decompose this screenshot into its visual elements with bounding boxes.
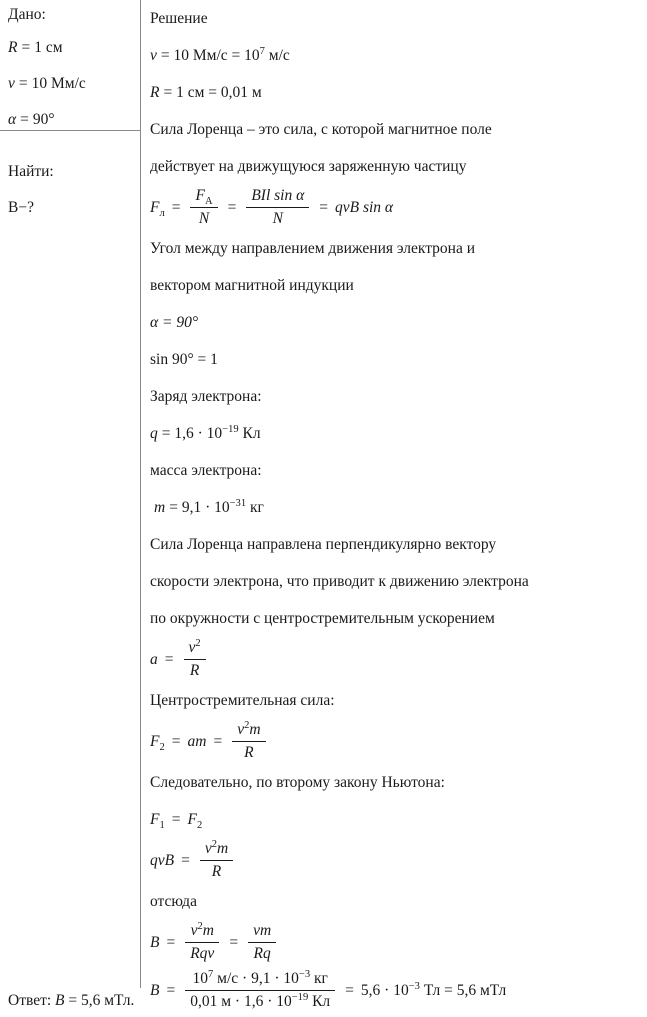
charge-symbol: q	[150, 425, 158, 442]
centripetal-num-tail: m	[249, 721, 261, 739]
mass-mantissa: = 9,1 · 10	[169, 499, 230, 516]
centripetal-num: v	[237, 721, 245, 739]
solution-velocity-conversion	[150, 37, 647, 74]
given-heading: Дано:	[8, 6, 46, 23]
angle-description-line-2: вектором магнитной индукции	[150, 277, 354, 294]
b-numeric-result-unit: Тл = 5,6 мТл	[419, 982, 507, 999]
velocity-exponent: 7	[259, 45, 265, 57]
given-item-radius	[8, 30, 140, 66]
given-angle-symbol: α	[8, 111, 17, 128]
equality-equals: =	[171, 811, 181, 828]
formula-b-numeric	[150, 965, 647, 1017]
accel-equals: =	[164, 651, 174, 668]
lorentz-equals-1: =	[171, 199, 181, 216]
given-radius-symbol: R	[8, 39, 18, 56]
accel-num-exponent: 2	[195, 638, 201, 650]
lorentz-den-2: N	[272, 209, 283, 227]
b-symbolic-fraction-1	[185, 921, 219, 964]
formula-qvb-equation	[150, 838, 647, 883]
lorentz-fraction-bil	[246, 186, 309, 229]
lorentz-lhs: F	[150, 199, 160, 216]
centripetal-equals-2: =	[213, 733, 223, 750]
electron-charge-value	[150, 415, 647, 452]
charge-unit: Кл	[238, 425, 261, 442]
lorentz-definition-line-2: действует на движущуюся заряженную частицу	[150, 158, 467, 175]
lorentz-lhs-subscript: л	[159, 208, 165, 220]
answer-symbol: B	[55, 992, 65, 1009]
solution-radius-conversion	[150, 74, 647, 111]
b-symbolic-num-1-exponent: 2	[197, 921, 203, 933]
equality-rhs: F	[187, 811, 197, 828]
qvb-equals: =	[181, 852, 190, 869]
b-symbolic-den-1: Rqv	[190, 944, 215, 962]
b-numeric-result-exponent: −3	[408, 980, 420, 992]
b-numeric-num-a-exponent: 7	[208, 969, 214, 981]
accel-den: R	[189, 661, 200, 679]
answer-prefix: Ответ:	[8, 992, 56, 1009]
b-symbolic-num-1-tail: m	[202, 922, 214, 940]
equality-lhs-subscript: 1	[159, 820, 165, 832]
given-radius-value: 1 см	[34, 39, 63, 56]
solution-heading: Решение	[150, 10, 208, 27]
electron-mass-label: масса электрона:	[150, 462, 262, 479]
qvb-lhs: qvB	[150, 852, 175, 869]
accel-num: v	[188, 639, 196, 657]
centripetal-num-exponent: 2	[244, 720, 250, 732]
b-symbolic-equals-1: =	[166, 934, 176, 951]
b-numeric-num-c-exponent: −3	[298, 969, 311, 981]
lorentz-num-1-subscript: A	[204, 196, 213, 208]
column-divider	[140, 0, 141, 988]
lorentz-equals-2: =	[227, 199, 237, 216]
velocity-unit: м/с	[264, 47, 290, 64]
accel-lhs: a	[150, 651, 158, 668]
b-symbolic-num-1: v	[190, 922, 198, 940]
newton-second-law-label: Следовательно, по второму закону Ньютона:	[150, 774, 445, 791]
mass-unit: кг	[246, 499, 264, 516]
lorentz-definition-line-1: Сила Лоренца – это сила, с которой магнитное поле	[150, 121, 492, 138]
radius-conversion-text: = 1 см = 0,01 м	[163, 84, 262, 101]
radius-symbol: R	[150, 84, 160, 101]
b-numeric-num-b: м/с · 9,1 · 10	[213, 970, 299, 988]
b-symbolic-fraction-2	[248, 921, 276, 964]
b-numeric-den-a: 0,01 м · 1,6 · 10	[190, 992, 292, 1010]
given-item-velocity	[8, 66, 140, 102]
perpendicular-description-line-2: скорости электрона, что приводит к движению электрона	[150, 573, 529, 590]
qvb-num-exponent: 2	[211, 839, 218, 851]
b-numeric-num-d: кг	[310, 970, 328, 988]
lorentz-fraction-ampere	[190, 186, 217, 229]
centripetal-mid: am	[187, 733, 207, 750]
given-spacer	[8, 138, 140, 154]
centripetal-fraction	[232, 720, 265, 763]
b-symbolic-equals-2: =	[229, 934, 239, 951]
centripetal-lhs-subscript: 2	[159, 742, 165, 754]
electron-mass-value	[150, 489, 647, 526]
b-symbolic-num-2: vm	[248, 921, 276, 942]
equality-lhs: F	[150, 811, 160, 828]
accel-fraction	[184, 638, 206, 681]
angle-description-line-1: Угол между направлением движения электрона и	[150, 240, 476, 257]
equality-rhs-subscript: 2	[196, 820, 203, 832]
formula-lorentz-force	[150, 185, 647, 230]
b-numeric-result: 5,6 · 10	[360, 982, 409, 999]
find-item: B−?	[8, 199, 34, 216]
b-numeric-fraction	[185, 969, 335, 1012]
given-velocity-equals: =	[18, 75, 28, 92]
formula-centripetal-acceleration	[150, 637, 647, 682]
given-column	[8, 0, 140, 226]
b-numeric-num-a: 10	[192, 970, 209, 988]
lorentz-equals-3: =	[319, 199, 328, 216]
given-velocity-symbol: v	[8, 75, 15, 92]
velocity-symbol: v	[150, 47, 157, 64]
b-symbolic-den-2: Rq	[253, 944, 271, 962]
answer-line	[8, 988, 134, 1014]
centripetal-force-label: Центростремительная сила:	[150, 692, 335, 709]
electron-charge-label: Заряд электрона:	[150, 388, 262, 405]
b-numeric-den-c: Кл	[308, 992, 331, 1010]
given-velocity-value: 10 Мм/с	[31, 75, 86, 92]
charge-exponent: −19	[222, 423, 239, 435]
b-numeric-lhs: B	[150, 982, 160, 999]
mass-exponent: −31	[229, 497, 247, 509]
formula-force-equality	[150, 801, 647, 838]
perpendicular-description-line-3: по окружности с центростремительным ускорением	[150, 610, 495, 627]
b-symbolic-lhs: B	[150, 934, 160, 951]
b-numeric-den-b-exponent: −19	[291, 991, 309, 1003]
formula-centripetal-force	[150, 719, 647, 764]
formula-b-symbolic	[150, 920, 647, 965]
lorentz-num-1: F	[195, 187, 205, 205]
sine-value-line: sin 90° = 1	[150, 351, 218, 368]
lorentz-num-2: BIl sin α	[246, 186, 309, 207]
b-numeric-equals-2: =	[345, 982, 354, 999]
hence-label: отсюда	[150, 893, 197, 910]
find-heading: Найти:	[8, 163, 54, 180]
given-item-angle	[8, 102, 140, 138]
qvb-fraction	[200, 839, 233, 882]
angle-value: α = 90°	[150, 314, 199, 331]
qvb-den: R	[211, 862, 222, 880]
centripetal-lhs: F	[150, 733, 160, 750]
perpendicular-description-line-1: Сила Лоренца направлена перпендикулярно вектору	[150, 536, 497, 553]
qvb-num: v	[204, 840, 212, 858]
angle-value-line	[150, 304, 647, 341]
b-numeric-equals-1: =	[166, 982, 176, 999]
given-angle-value: 90°	[32, 111, 55, 128]
lorentz-den-1: N	[198, 209, 210, 227]
solution-column	[150, 0, 647, 1017]
centripetal-equals-1: =	[171, 733, 181, 750]
given-angle-equals: =	[20, 111, 29, 128]
centripetal-den: R	[244, 743, 254, 761]
given-radius-equals: =	[21, 39, 31, 56]
qvb-num-tail: m	[217, 840, 229, 858]
charge-mantissa: = 1,6 · 10	[161, 425, 223, 442]
velocity-conversion-text: = 10 Мм/с = 10	[160, 47, 260, 64]
answer-value: = 5,6 мТл.	[64, 992, 135, 1009]
lorentz-rhs: qvB sin α	[334, 199, 394, 216]
mass-symbol: m	[154, 499, 166, 516]
